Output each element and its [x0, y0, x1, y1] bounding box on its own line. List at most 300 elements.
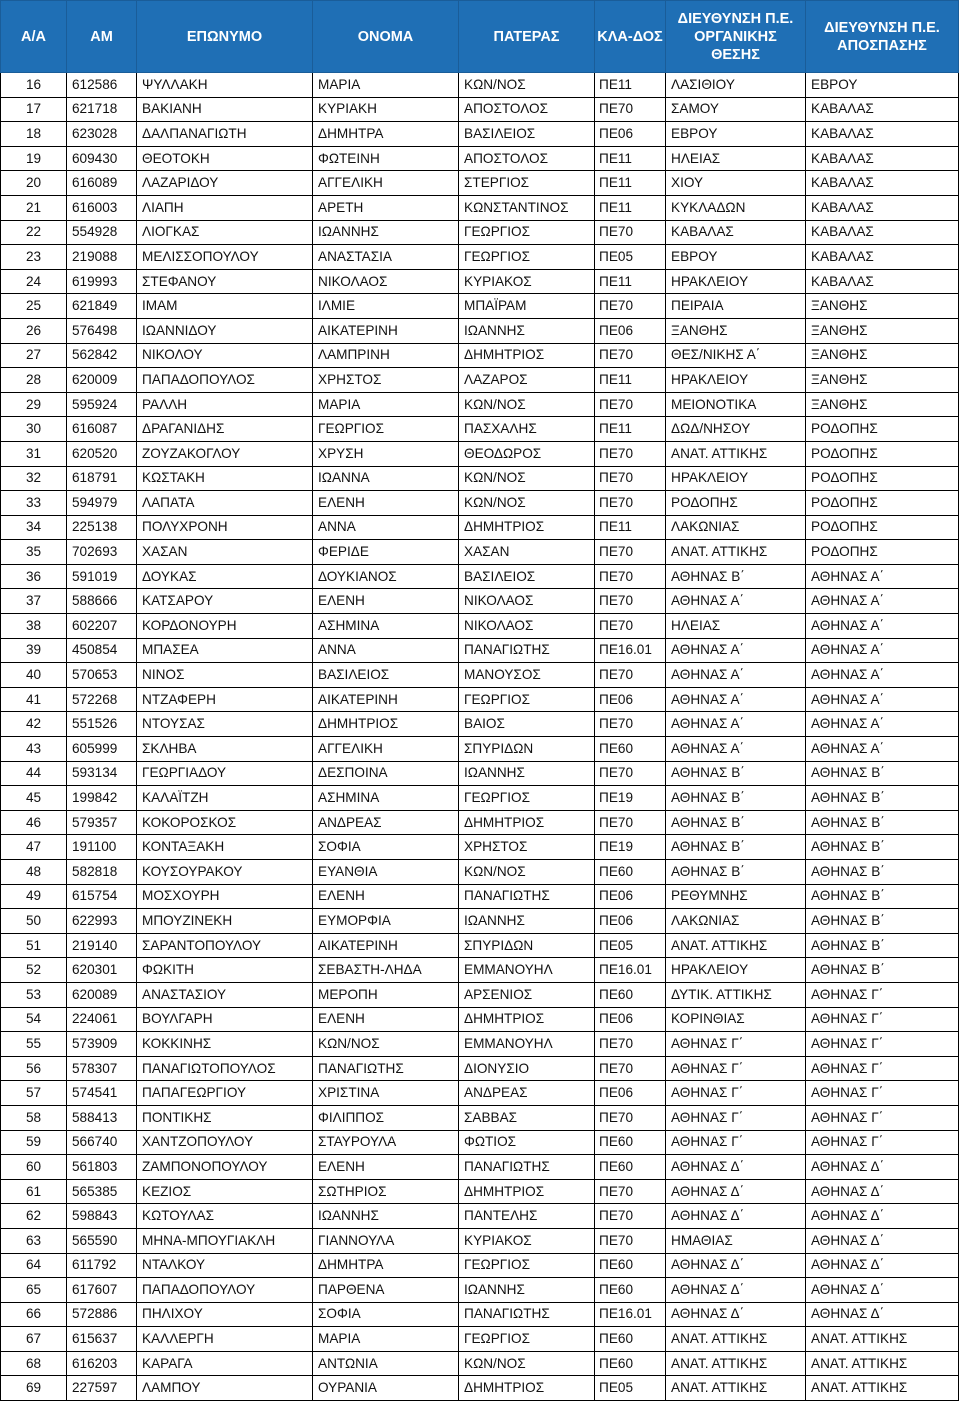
cell-surname: ΠΟΛΥΧΡΟΝΗ — [137, 515, 313, 540]
cell-surname: ΛΙΟΓΚΑΣ — [137, 220, 313, 245]
cell-apospasi: ΑΘΗΝΑΣ Α΄ — [806, 614, 959, 639]
cell-name: ΕΛΕΝΗ — [313, 1007, 459, 1032]
cell-aa: 60 — [1, 1155, 67, 1180]
header-row — [1, 1, 959, 73]
cell-organiki: ΑΝΑΤ. ΑΤΤΙΚΗΣ — [666, 540, 806, 565]
cell-klados: ΠΕ16.01 — [595, 1302, 666, 1327]
cell-organiki: ΑΘΗΝΑΣ Α΄ — [666, 687, 806, 712]
cell-aa: 34 — [1, 515, 67, 540]
cell-organiki: ΑΘΗΝΑΣ Β΄ — [666, 860, 806, 885]
cell-klados: ΠΕ11 — [595, 146, 666, 171]
table-row — [1, 122, 959, 147]
cell-organiki: ΑΘΗΝΑΣ Β΄ — [666, 761, 806, 786]
cell-klados: ΠΕ60 — [595, 1278, 666, 1303]
cell-surname: ΠΑΠΑΔΟΠΟΥΛΟΣ — [137, 368, 313, 393]
cell-organiki: ΑΝΑΤ. ΑΤΤΙΚΗΣ — [666, 441, 806, 466]
cell-surname: ΡΑΛΛΗ — [137, 392, 313, 417]
cell-aa: 47 — [1, 835, 67, 860]
cell-am: 609430 — [67, 146, 137, 171]
cell-klados: ΠΕ70 — [595, 1032, 666, 1057]
cell-aa: 24 — [1, 269, 67, 294]
table-row — [1, 269, 959, 294]
cell-apospasi: ΚΑΒΑΛΑΣ — [806, 146, 959, 171]
cell-aa: 40 — [1, 663, 67, 688]
cell-am: 224061 — [67, 1007, 137, 1032]
cell-organiki: ΗΡΑΚΛΕΙΟΥ — [666, 368, 806, 393]
cell-father: ΚΥΡΙΑΚΟΣ — [459, 269, 595, 294]
cell-aa: 42 — [1, 712, 67, 737]
cell-apospasi: ΚΑΒΑΛΑΣ — [806, 269, 959, 294]
cell-am: 598843 — [67, 1204, 137, 1229]
cell-apospasi: ΑΘΗΝΑΣ Γ΄ — [806, 1056, 959, 1081]
cell-am: 561803 — [67, 1155, 137, 1180]
cell-organiki: ΑΘΗΝΑΣ Δ΄ — [666, 1278, 806, 1303]
cell-apospasi: ΚΑΒΑΛΑΣ — [806, 97, 959, 122]
cell-surname: ΠΑΝΑΓΙΩΤΟΠΟΥΛΟΣ — [137, 1056, 313, 1081]
cell-father: ΕΜΜΑΝΟΥΗΛ — [459, 1032, 595, 1057]
cell-father: ΑΡΣΕΝΙΟΣ — [459, 982, 595, 1007]
cell-aa: 26 — [1, 318, 67, 343]
cell-am: 616087 — [67, 417, 137, 442]
cell-apospasi: ΞΑΝΘΗΣ — [806, 368, 959, 393]
cell-aa: 50 — [1, 909, 67, 934]
cell-surname: ΘΕΟΤΟΚΗ — [137, 146, 313, 171]
cell-am: 602207 — [67, 614, 137, 639]
cell-father: ΔΗΜΗΤΡΙΟΣ — [459, 1007, 595, 1032]
cell-father: ΚΩΝ/ΝΟΣ — [459, 73, 595, 98]
cell-father: ΚΥΡΙΑΚΟΣ — [459, 1228, 595, 1253]
cell-organiki: ΔΥΤΙΚ. ΑΤΤΙΚΗΣ — [666, 982, 806, 1007]
cell-surname: ΔΡΑΓΑΝΙΔΗΣ — [137, 417, 313, 442]
cell-apospasi: ΑΘΗΝΑΣ Α΄ — [806, 712, 959, 737]
cell-father: ΓΕΩΡΓΙΟΣ — [459, 687, 595, 712]
cell-surname: ΛΑΜΠΟΥ — [137, 1376, 313, 1401]
cell-am: 616089 — [67, 171, 137, 196]
cell-klados: ΠΕ05 — [595, 933, 666, 958]
cell-father: ΓΕΩΡΓΙΟΣ — [459, 245, 595, 270]
cell-surname: ΚΩΣΤΑΚΗ — [137, 466, 313, 491]
cell-klados: ΠΕ11 — [595, 73, 666, 98]
table-row — [1, 441, 959, 466]
cell-aa: 17 — [1, 97, 67, 122]
table-row — [1, 1228, 959, 1253]
cell-am: 566740 — [67, 1130, 137, 1155]
cell-am: 574541 — [67, 1081, 137, 1106]
table-row — [1, 860, 959, 885]
cell-aa: 62 — [1, 1204, 67, 1229]
cell-name: ΕΛΕΝΗ — [313, 1155, 459, 1180]
table-row — [1, 195, 959, 220]
cell-surname: ΖΟΥΖΑΚΟΓΛΟΥ — [137, 441, 313, 466]
cell-klados: ΠΕ70 — [595, 589, 666, 614]
cell-klados: ΠΕ06 — [595, 884, 666, 909]
cell-surname: ΝΤΖΑΦΕΡΗ — [137, 687, 313, 712]
cell-surname: ΜΗΝΑ-ΜΠΟΥΓΙΑΚΛΗ — [137, 1228, 313, 1253]
cell-father: ΛΑΖΑΡΟΣ — [459, 368, 595, 393]
cell-klados: ΠΕ60 — [595, 1130, 666, 1155]
cell-apospasi: ΞΑΝΘΗΣ — [806, 318, 959, 343]
cell-father: ΜΠΑΪΡΑΜ — [459, 294, 595, 319]
cell-am: 572886 — [67, 1302, 137, 1327]
cell-am: 191100 — [67, 835, 137, 860]
cell-name: ΦΙΛΙΠΠΟΣ — [313, 1105, 459, 1130]
cell-apospasi: ΑΝΑΤ. ΑΤΤΙΚΗΣ — [806, 1327, 959, 1352]
cell-father: ΑΠΟΣΤΟΛΟΣ — [459, 146, 595, 171]
cell-father: ΑΠΟΣΤΟΛΟΣ — [459, 97, 595, 122]
cell-father: ΘΕΟΔΩΡΟΣ — [459, 441, 595, 466]
cell-father: ΠΑΣΧΑΛΗΣ — [459, 417, 595, 442]
cell-apospasi: ΑΘΗΝΑΣ Β΄ — [806, 884, 959, 909]
cell-name: ΙΩΑΝΝΑ — [313, 466, 459, 491]
table-row — [1, 146, 959, 171]
table-row — [1, 884, 959, 909]
cell-organiki: ΣΑΜΟΥ — [666, 97, 806, 122]
cell-name: ΔΗΜΗΤΡΑ — [313, 122, 459, 147]
table-row — [1, 245, 959, 270]
table-row — [1, 491, 959, 516]
cell-apospasi: ΑΘΗΝΑΣ Γ΄ — [806, 1081, 959, 1106]
cell-aa: 31 — [1, 441, 67, 466]
cell-klados: ΠΕ11 — [595, 368, 666, 393]
cell-aa: 33 — [1, 491, 67, 516]
cell-surname: ΠΗΛΙΧΟΥ — [137, 1302, 313, 1327]
cell-father: ΙΩΑΝΝΗΣ — [459, 318, 595, 343]
cell-klados: ΠΕ70 — [595, 761, 666, 786]
cell-am: 616003 — [67, 195, 137, 220]
cell-aa: 48 — [1, 860, 67, 885]
cell-surname: ΚΑΤΣΑΡΟΥ — [137, 589, 313, 614]
cell-apospasi: ΞΑΝΘΗΣ — [806, 392, 959, 417]
cell-am: 593134 — [67, 761, 137, 786]
cell-father: ΧΑΣΑΝ — [459, 540, 595, 565]
cell-surname: ΠΑΠΑΔΟΠΟΥΛΟΥ — [137, 1278, 313, 1303]
cell-father: ΣΤΕΡΓΙΟΣ — [459, 171, 595, 196]
cell-aa: 29 — [1, 392, 67, 417]
cell-organiki: ΑΝΑΤ. ΑΤΤΙΚΗΣ — [666, 1376, 806, 1401]
table-row — [1, 786, 959, 811]
cell-apospasi: ΞΑΝΘΗΣ — [806, 343, 959, 368]
cell-aa: 43 — [1, 737, 67, 762]
cell-am: 615754 — [67, 884, 137, 909]
cell-name: ΕΛΕΝΗ — [313, 491, 459, 516]
cell-klados: ΠΕ70 — [595, 97, 666, 122]
cell-father: ΣΑΒΒΑΣ — [459, 1105, 595, 1130]
cell-am: 199842 — [67, 786, 137, 811]
cell-klados: ΠΕ16.01 — [595, 638, 666, 663]
cell-apospasi: ΑΘΗΝΑΣ Γ΄ — [806, 1007, 959, 1032]
cell-name: ΑΝΝΑ — [313, 515, 459, 540]
cell-organiki: ΜΕΙΟΝΟΤΙΚΑ — [666, 392, 806, 417]
cell-klados: ΠΕ70 — [595, 1056, 666, 1081]
cell-father: ΠΑΝΑΓΙΩΤΗΣ — [459, 884, 595, 909]
cell-aa: 23 — [1, 245, 67, 270]
cell-apospasi: ΡΟΔΟΠΗΣ — [806, 515, 959, 540]
cell-apospasi: ΑΘΗΝΑΣ Β΄ — [806, 810, 959, 835]
cell-klados: ΠΕ70 — [595, 540, 666, 565]
cell-name: ΙΩΑΝΝΗΣ — [313, 220, 459, 245]
cell-surname: ΠΟΝΤΙΚΗΣ — [137, 1105, 313, 1130]
cell-apospasi: ΑΘΗΝΑΣ Α΄ — [806, 687, 959, 712]
cell-organiki: ΑΘΗΝΑΣ Δ΄ — [666, 1155, 806, 1180]
cell-organiki: ΑΘΗΝΑΣ Γ΄ — [666, 1081, 806, 1106]
table-row — [1, 1155, 959, 1180]
header-am: ΑΜ — [67, 1, 137, 73]
cell-name: ΔΟΥΚΙΑΝΟΣ — [313, 564, 459, 589]
cell-aa: 59 — [1, 1130, 67, 1155]
cell-klados: ΠΕ06 — [595, 318, 666, 343]
cell-surname: ΑΝΑΣΤΑΣΙΟΥ — [137, 982, 313, 1007]
cell-klados: ΠΕ60 — [595, 1253, 666, 1278]
header-surname: ΕΠΩΝΥΜΟ — [137, 1, 313, 73]
cell-aa: 32 — [1, 466, 67, 491]
cell-klados: ΠΕ11 — [595, 515, 666, 540]
cell-surname: ΚΩΤΟΥΛΑΣ — [137, 1204, 313, 1229]
cell-organiki: ΑΘΗΝΑΣ Δ΄ — [666, 1302, 806, 1327]
table-body — [1, 73, 959, 1401]
cell-am: 619993 — [67, 269, 137, 294]
cell-father: ΔΗΜΗΤΡΙΟΣ — [459, 515, 595, 540]
cell-surname: ΨΥΛΛΑΚΗ — [137, 73, 313, 98]
cell-organiki: ΑΘΗΝΑΣ Γ΄ — [666, 1130, 806, 1155]
cell-aa: 56 — [1, 1056, 67, 1081]
cell-organiki: ΑΘΗΝΑΣ Δ΄ — [666, 1253, 806, 1278]
header-aa: Α/Α — [1, 1, 67, 73]
cell-organiki: ΛΑΚΩΝΙΑΣ — [666, 515, 806, 540]
cell-apospasi: ΑΘΗΝΑΣ Β΄ — [806, 958, 959, 983]
cell-organiki: ΑΘΗΝΑΣ Δ΄ — [666, 1204, 806, 1229]
cell-am: 551526 — [67, 712, 137, 737]
cell-apospasi: ΡΟΔΟΠΗΣ — [806, 466, 959, 491]
cell-father: ΚΩΝ/ΝΟΣ — [459, 860, 595, 885]
cell-father: ΚΩΝΣΤΑΝΤΙΝΟΣ — [459, 195, 595, 220]
cell-aa: 35 — [1, 540, 67, 565]
cell-father: ΔΗΜΗΤΡΙΟΣ — [459, 810, 595, 835]
cell-am: 594979 — [67, 491, 137, 516]
cell-organiki: ΑΘΗΝΑΣ Β΄ — [666, 835, 806, 860]
table-row — [1, 1105, 959, 1130]
cell-aa: 49 — [1, 884, 67, 909]
cell-klados: ΠΕ60 — [595, 860, 666, 885]
cell-aa: 16 — [1, 73, 67, 98]
cell-father: ΚΩΝ/ΝΟΣ — [459, 1351, 595, 1376]
cell-am: 595924 — [67, 392, 137, 417]
cell-klados: ΠΕ11 — [595, 417, 666, 442]
table-row — [1, 1179, 959, 1204]
cell-klados: ΠΕ60 — [595, 1155, 666, 1180]
cell-klados: ΠΕ70 — [595, 392, 666, 417]
cell-apospasi: ΑΘΗΝΑΣ Β΄ — [806, 786, 959, 811]
cell-klados: ΠΕ70 — [595, 564, 666, 589]
cell-name: ΒΑΣΙΛΕΙΟΣ — [313, 663, 459, 688]
cell-name: ΑΓΓΕΛΙΚΗ — [313, 737, 459, 762]
cell-aa: 63 — [1, 1228, 67, 1253]
cell-aa: 30 — [1, 417, 67, 442]
cell-aa: 68 — [1, 1351, 67, 1376]
table-row — [1, 73, 959, 98]
cell-am: 570653 — [67, 663, 137, 688]
cell-father: ΒΑΙΟΣ — [459, 712, 595, 737]
cell-organiki: ΑΘΗΝΑΣ Α΄ — [666, 737, 806, 762]
cell-organiki: ΕΒΡΟΥ — [666, 245, 806, 270]
cell-name: ΠΑΡΘΕΝΑ — [313, 1278, 459, 1303]
cell-klados: ΠΕ70 — [595, 466, 666, 491]
cell-father: ΒΑΣΙΛΕΙΟΣ — [459, 564, 595, 589]
cell-father: ΧΡΗΣΤΟΣ — [459, 835, 595, 860]
cell-surname: ΠΑΠΑΓΕΩΡΓΙΟΥ — [137, 1081, 313, 1106]
table-row — [1, 97, 959, 122]
cell-organiki: ΧΙΟΥ — [666, 171, 806, 196]
cell-surname: ΙΜΑΜ — [137, 294, 313, 319]
cell-surname: ΜΠΟΥΖΙΝΕΚΗ — [137, 909, 313, 934]
cell-father: ΔΗΜΗΤΡΙΟΣ — [459, 1376, 595, 1401]
cell-aa: 18 — [1, 122, 67, 147]
cell-apospasi: ΑΝΑΤ. ΑΤΤΙΚΗΣ — [806, 1376, 959, 1401]
header-organiki: ΔΙΕΥΘΥΝΣΗ Π.Ε. ΟΡΓΑΝΙΚΗΣ ΘΕΣΗΣ — [666, 1, 806, 73]
table-row — [1, 712, 959, 737]
cell-name: ΑΝΝΑ — [313, 638, 459, 663]
cell-father: ΔΗΜΗΤΡΙΟΣ — [459, 1179, 595, 1204]
cell-name: ΚΩΝ/ΝΟΣ — [313, 1032, 459, 1057]
cell-father: ΝΙΚΟΛΑΟΣ — [459, 589, 595, 614]
cell-apospasi: ΑΘΗΝΑΣ Δ΄ — [806, 1278, 959, 1303]
table-row — [1, 1327, 959, 1352]
cell-father: ΙΩΑΝΝΗΣ — [459, 909, 595, 934]
cell-surname: ΛΑΠΑΤΑ — [137, 491, 313, 516]
table-row — [1, 638, 959, 663]
cell-father: ΙΩΑΝΝΗΣ — [459, 1278, 595, 1303]
cell-name: ΑΣΗΜΙΝΑ — [313, 614, 459, 639]
cell-organiki: ΑΝΑΤ. ΑΤΤΙΚΗΣ — [666, 1327, 806, 1352]
cell-aa: 36 — [1, 564, 67, 589]
cell-organiki: ΑΘΗΝΑΣ Α΄ — [666, 712, 806, 737]
cell-apospasi: ΑΘΗΝΑΣ Δ΄ — [806, 1179, 959, 1204]
cell-name: ΧΡΥΣΗ — [313, 441, 459, 466]
table-row — [1, 687, 959, 712]
cell-aa: 61 — [1, 1179, 67, 1204]
cell-father: ΚΩΝ/ΝΟΣ — [459, 466, 595, 491]
cell-organiki: ΗΡΑΚΛΕΙΟΥ — [666, 958, 806, 983]
table-row — [1, 368, 959, 393]
cell-organiki: ΗΡΑΚΛΕΙΟΥ — [666, 269, 806, 294]
table-row — [1, 1130, 959, 1155]
cell-klados: ΠΕ70 — [595, 491, 666, 516]
cell-aa: 45 — [1, 786, 67, 811]
cell-surname: ΦΩΚΙΤΗ — [137, 958, 313, 983]
cell-aa: 46 — [1, 810, 67, 835]
cell-am: 573909 — [67, 1032, 137, 1057]
cell-organiki: ΡΕΘΥΜΝΗΣ — [666, 884, 806, 909]
cell-apospasi: ΑΘΗΝΑΣ Γ΄ — [806, 1032, 959, 1057]
cell-organiki: ΞΑΝΘΗΣ — [666, 318, 806, 343]
cell-father: ΓΕΩΡΓΙΟΣ — [459, 1253, 595, 1278]
cell-aa: 27 — [1, 343, 67, 368]
table-row — [1, 515, 959, 540]
cell-klados: ΠΕ70 — [595, 220, 666, 245]
cell-name: ΠΑΝΑΓΙΩΤΗΣ — [313, 1056, 459, 1081]
cell-surname: ΖΑΜΠΟΝΟΠΟΥΛΟΥ — [137, 1155, 313, 1180]
cell-klados: ΠΕ70 — [595, 712, 666, 737]
cell-am: 576498 — [67, 318, 137, 343]
cell-organiki: ΚΑΒΑΛΑΣ — [666, 220, 806, 245]
table-row — [1, 220, 959, 245]
cell-aa: 20 — [1, 171, 67, 196]
table-row — [1, 933, 959, 958]
cell-aa: 19 — [1, 146, 67, 171]
cell-am: 219140 — [67, 933, 137, 958]
cell-name: ΦΕΡΙΔΕ — [313, 540, 459, 565]
cell-organiki: ΑΘΗΝΑΣ Γ΄ — [666, 1105, 806, 1130]
table-row — [1, 1081, 959, 1106]
cell-apospasi: ΑΘΗΝΑΣ Γ΄ — [806, 1105, 959, 1130]
cell-name: ΔΗΜΗΤΡΑ — [313, 1253, 459, 1278]
table-header — [1, 1, 959, 73]
table-row — [1, 761, 959, 786]
cell-klados: ΠΕ70 — [595, 294, 666, 319]
cell-am: 617607 — [67, 1278, 137, 1303]
cell-surname: ΚΑΛΑΪΤΖΗ — [137, 786, 313, 811]
cell-father: ΝΙΚΟΛΑΟΣ — [459, 614, 595, 639]
cell-organiki: ΕΒΡΟΥ — [666, 122, 806, 147]
cell-name: ΜΑΡΙΑ — [313, 392, 459, 417]
cell-apospasi: ΑΘΗΝΑΣ Δ΄ — [806, 1253, 959, 1278]
cell-aa: 67 — [1, 1327, 67, 1352]
cell-klados: ΠΕ06 — [595, 122, 666, 147]
cell-organiki: ΗΛΕΙΑΣ — [666, 146, 806, 171]
table-row — [1, 392, 959, 417]
cell-aa: 64 — [1, 1253, 67, 1278]
cell-aa: 38 — [1, 614, 67, 639]
cell-aa: 53 — [1, 982, 67, 1007]
cell-name: ΑΙΚΑΤΕΡΙΝΗ — [313, 687, 459, 712]
cell-klados: ΠΕ19 — [595, 835, 666, 860]
cell-am: 605999 — [67, 737, 137, 762]
cell-klados: ΠΕ05 — [595, 1376, 666, 1401]
cell-surname: ΣΚΛΗΒΑ — [137, 737, 313, 762]
cell-organiki: ΛΑΚΩΝΙΑΣ — [666, 909, 806, 934]
cell-surname: ΝΤΟΥΣΑΣ — [137, 712, 313, 737]
cell-surname: ΝΤΑΛΚΟΥ — [137, 1253, 313, 1278]
cell-apospasi: ΑΘΗΝΑΣ Α΄ — [806, 589, 959, 614]
cell-organiki: ΑΘΗΝΑΣ Α΄ — [666, 663, 806, 688]
header-klados: ΚΛΑ-ΔΟΣ — [595, 1, 666, 73]
table-row — [1, 540, 959, 565]
header-father: ΠΑΤΕΡΑΣ — [459, 1, 595, 73]
cell-am: 623028 — [67, 122, 137, 147]
cell-apospasi: ΑΝΑΤ. ΑΤΤΙΚΗΣ — [806, 1351, 959, 1376]
cell-name: ΦΩΤΕΙΝΗ — [313, 146, 459, 171]
cell-surname: ΛΙΑΠΗ — [137, 195, 313, 220]
cell-klados: ΠΕ60 — [595, 1327, 666, 1352]
cell-apospasi: ΑΘΗΝΑΣ Γ΄ — [806, 982, 959, 1007]
cell-father: ΠΑΝΑΓΙΩΤΗΣ — [459, 638, 595, 663]
table-row — [1, 318, 959, 343]
cell-surname: ΣΑΡΑΝΤΟΠΟΥΛΟΥ — [137, 933, 313, 958]
cell-apospasi: ΡΟΔΟΠΗΣ — [806, 441, 959, 466]
cell-am: 620089 — [67, 982, 137, 1007]
cell-name: ΜΑΡΙΑ — [313, 73, 459, 98]
cell-name: ΓΕΩΡΓΙΟΣ — [313, 417, 459, 442]
cell-am: 450854 — [67, 638, 137, 663]
cell-am: 562842 — [67, 343, 137, 368]
cell-aa: 37 — [1, 589, 67, 614]
cell-apospasi: ΑΘΗΝΑΣ Γ΄ — [806, 1130, 959, 1155]
cell-father: ΓΕΩΡΓΙΟΣ — [459, 786, 595, 811]
table-row — [1, 1253, 959, 1278]
cell-apospasi: ΑΘΗΝΑΣ Β΄ — [806, 761, 959, 786]
cell-name: ΧΡΙΣΤΙΝΑ — [313, 1081, 459, 1106]
cell-surname: ΚΟΝΤΑΞΑΚΗ — [137, 835, 313, 860]
table-row — [1, 1351, 959, 1376]
